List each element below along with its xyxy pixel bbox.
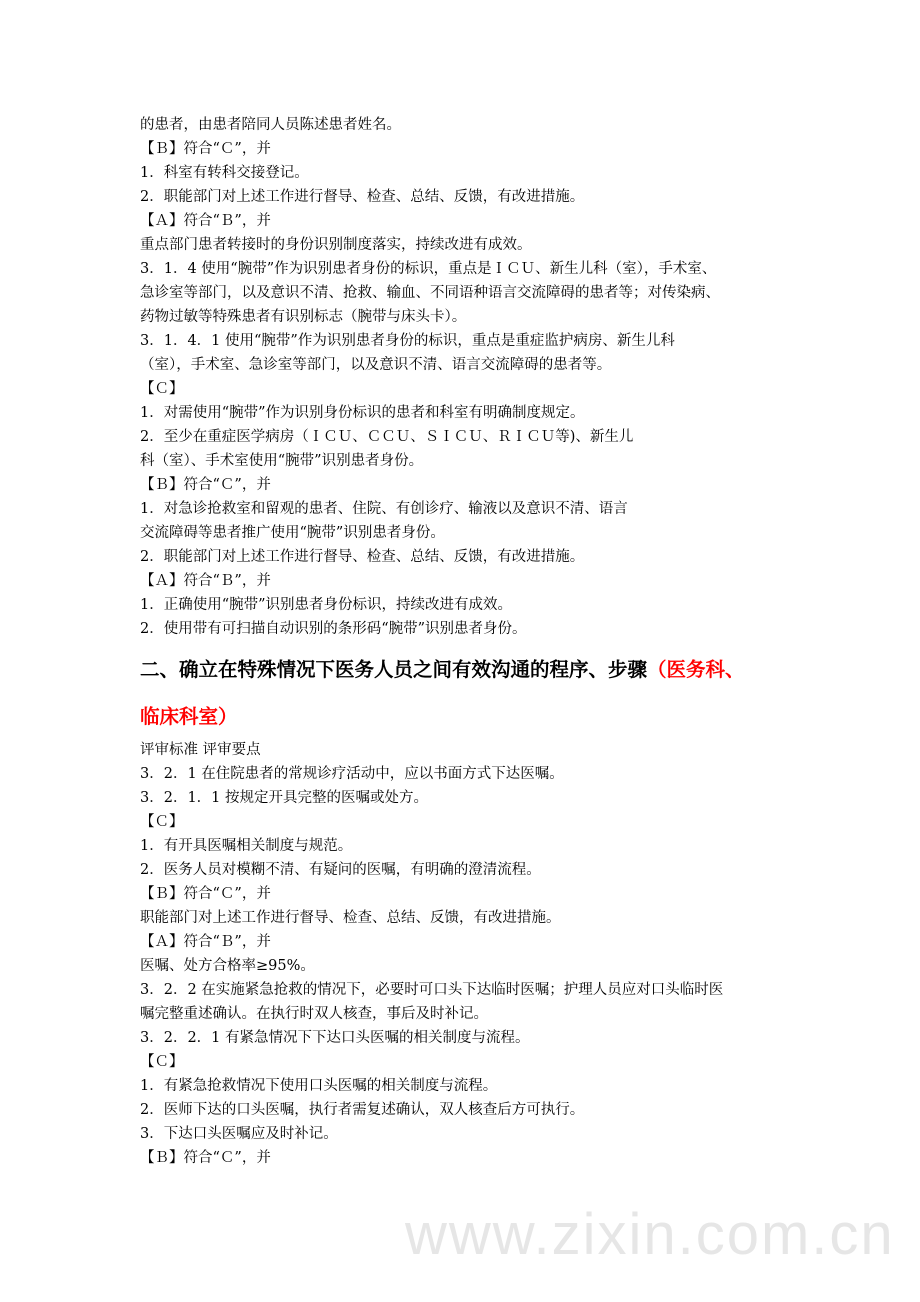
text-line: 3．1．4 使用“腕带”作为识别患者身份的标识，重点是ＩＣＵ、新生儿科（室），手术室、 (140, 261, 717, 277)
text-line: 【Ｂ】符合“Ｃ”，并 (140, 1150, 271, 1166)
text-line: 【Ｂ】符合“Ｃ”，并 (140, 141, 271, 157)
text-line: 职能部门对上述工作进行督导、检查、总结、反馈，有改进措施。 (140, 910, 561, 926)
text-line: 1．正确使用“腕带”识别患者身份标识，持续改进有成效。 (140, 597, 513, 613)
heading-title: 二、确立在特殊情况下医务人员之间有效沟通的程序、步骤 (140, 658, 648, 681)
text-line: 急诊室等部门，以及意识不清、抢救、输血、不同语种语言交流障碍的患者等；对传染病、 (140, 285, 720, 301)
text-line: 2．职能部门对上述工作进行督导、检查、总结、反馈，有改进措施。 (140, 549, 585, 565)
text-line: 【Ｂ】符合“Ｃ”，并 (140, 886, 271, 902)
text-line: 1．有开具医嘱相关制度与规范。 (140, 838, 353, 854)
text-line: 重点部门患者转接时的身份识别制度落实，持续改进有成效。 (140, 237, 532, 253)
section-heading (140, 646, 840, 740)
text-line: 2．职能部门对上述工作进行督导、检查、总结、反馈，有改进措施。 (140, 189, 585, 205)
text-line: 1．有紧急抢救情况下使用口头医嘱的相关制度与流程。 (140, 1078, 498, 1094)
text-line: 2．至少在重症医学病房（ＩＣＵ、ＣＣＵ、ＳＩＣＵ、ＲＩＣＵ等)、新生儿 (140, 429, 634, 445)
text-line: （室），手术室、急诊室等部门，以及意识不清、语言交流障碍的患者等。 (140, 357, 612, 373)
text-line: 1．科室有转科交接登记。 (140, 165, 309, 181)
text-line: 评审标准 评审要点 (140, 742, 261, 758)
watermark: www.zixin.com.cn (405, 1202, 895, 1267)
text-line: 【Ｂ】符合“Ｃ”，并 (140, 477, 271, 493)
text-line: 2．医务人员对模糊不清、有疑问的医嘱，有明确的澄清流程。 (140, 862, 541, 878)
text-line: 2．医师下达的口头医嘱，执行者需复述确认，双人核查后方可执行。 (140, 1102, 585, 1118)
section1-text (140, 113, 840, 641)
section2-text (140, 738, 840, 1170)
text-line: 2．使用带有可扫描自动识别的条形码“腕带”识别患者身份。 (140, 621, 527, 637)
text-line: 【Ａ】符合“Ｂ”，并 (140, 573, 271, 589)
text-line: 【Ｃ】 (140, 381, 184, 397)
heading-line-2: 临床科室） (140, 705, 238, 728)
text-line: 3．1．4．1 使用“腕带”作为识别患者身份的标识，重点是重症监护病房、新生儿科 (140, 333, 675, 349)
text-line: 【Ｃ】 (140, 1054, 184, 1070)
text-line: 交流障碍等患者推广使用“腕带”识别患者身份。 (140, 525, 445, 541)
text-line: 3．2．1．1 按规定开具完整的医嘱或处方。 (140, 790, 429, 806)
text-line: 【Ａ】符合“Ｂ”，并 (140, 213, 271, 229)
text-line: 3．2．2．1 有紧急情况下下达口头医嘱的相关制度与流程。 (140, 1030, 530, 1046)
heading-dept: （医务科、 (647, 658, 745, 681)
text-line: 3．2．1 在住院患者的常规诊疗活动中，应以书面方式下达医嘱。 (140, 766, 564, 782)
text-line: 【Ｃ】 (140, 814, 184, 830)
text-line: 3．下达口头医嘱应及时补记。 (140, 1126, 338, 1142)
heading-line-1 (140, 646, 840, 693)
text-line: 科（室）、手术室使用“腕带”识别患者身份。 (140, 453, 424, 469)
text-line: 药物过敏等特殊患者有识别标志（腕带与床头卡）。 (140, 309, 467, 325)
text-line: 1．对需使用“腕带”作为识别身份标识的患者和科室有明确制度规定。 (140, 405, 585, 421)
text-line: 嘱完整重述确认。在执行时双人核查，事后及时补记。 (140, 1006, 488, 1022)
text-line: 的患者，由患者陪同人员陈述患者姓名。 (140, 117, 401, 133)
text-line: 【Ａ】符合“Ｂ”，并 (140, 934, 271, 950)
text-line: 1．对急诊抢救室和留观的患者、住院、有创诊疗、输液以及意识不清、语言 (140, 501, 628, 517)
text-line: 3．2．2 在实施紧急抢救的情况下，必要时可口头下达临时医嘱；护理人员应对口头临时医 (140, 982, 724, 998)
text-line: 医嘱、处方合格率≥95%。 (140, 958, 315, 974)
